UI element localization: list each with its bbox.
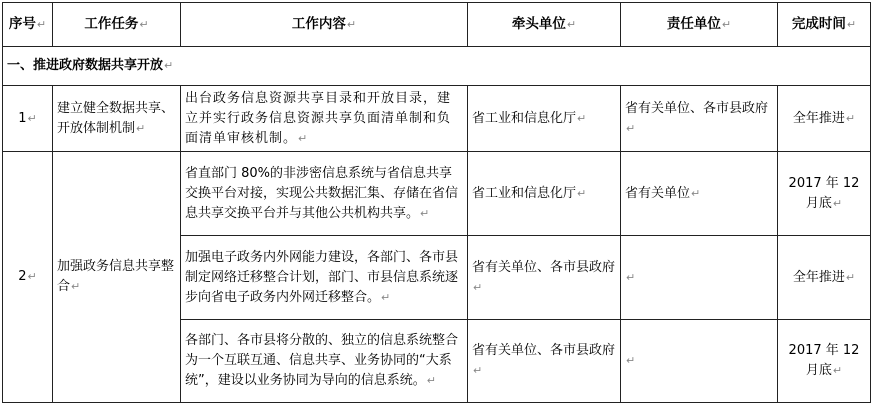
row-completion-time: 全年推进↵ (778, 86, 871, 152)
header-lead-unit: 牵头单位↵ (468, 3, 621, 47)
row-task: 加强政务信息共享整合↵ (53, 152, 181, 403)
table-row (3, 86, 871, 152)
row-lead-unit: 省工业和信息化厅↵ (468, 86, 621, 152)
header-seq: 序号↵ (3, 3, 53, 47)
row-responsible-unit: 省有关单位↵ (621, 152, 778, 236)
row-content: 各部门、各市县将分散的、独立的信息系统整合为一个互联互通、信息共享、业务协同的“大系统”，建设以业务协同为导向的信息系统。↵ (181, 320, 468, 403)
header-completion-time: 完成时间↵ (778, 3, 871, 47)
row-seq: 2↵ (3, 152, 53, 403)
table-row (3, 152, 871, 236)
row-completion-time: 2017 年 12 月底↵ (778, 320, 871, 403)
section-row (3, 47, 871, 86)
row-lead-unit: 省工业和信息化厅↵ (468, 152, 621, 236)
row-content: 加强电子政务内外网能力建设，各部门、各市县制定网络迁移整合计划，部门、市县信息系统逐步向省电子政务内外网迁移整合。↵ (181, 236, 468, 320)
row-responsible-unit: ↵ (621, 320, 778, 403)
row-task: 建立健全数据共享、开放体制机制↵ (53, 86, 181, 152)
section-title: 一、推进政府数据共享开放↵ (3, 47, 871, 86)
header-row (3, 3, 871, 47)
row-seq: 1↵ (3, 86, 53, 152)
header-responsible-unit: 责任单位↵ (621, 3, 778, 47)
header-task: 工作任务↵ (53, 3, 181, 47)
task-table (2, 2, 871, 403)
row-lead-unit: 省有关单位、各市县政府↵ (468, 320, 621, 403)
row-lead-unit: 省有关单位、各市县政府↵ (468, 236, 621, 320)
row-content: 出台政务信息资源共享目录和开放目录，建立并实行政务信息资源共享负面清单制和负面清单审核机制。↵ (181, 86, 468, 152)
header-content: 工作内容↵ (181, 3, 468, 47)
row-content: 省直部门 80%的非涉密信息系统与省信息共享交换平台对接，实现公共数据汇集、存储在省信息共享交换平台并与其他公共机构共享。↵ (181, 152, 468, 236)
row-completion-time: 2017 年 12 月底↵ (778, 152, 871, 236)
row-responsible-unit: 省有关单位、各市县政府↵ (621, 86, 778, 152)
row-responsible-unit: ↵ (621, 236, 778, 320)
row-completion-time: 全年推进↵ (778, 236, 871, 320)
